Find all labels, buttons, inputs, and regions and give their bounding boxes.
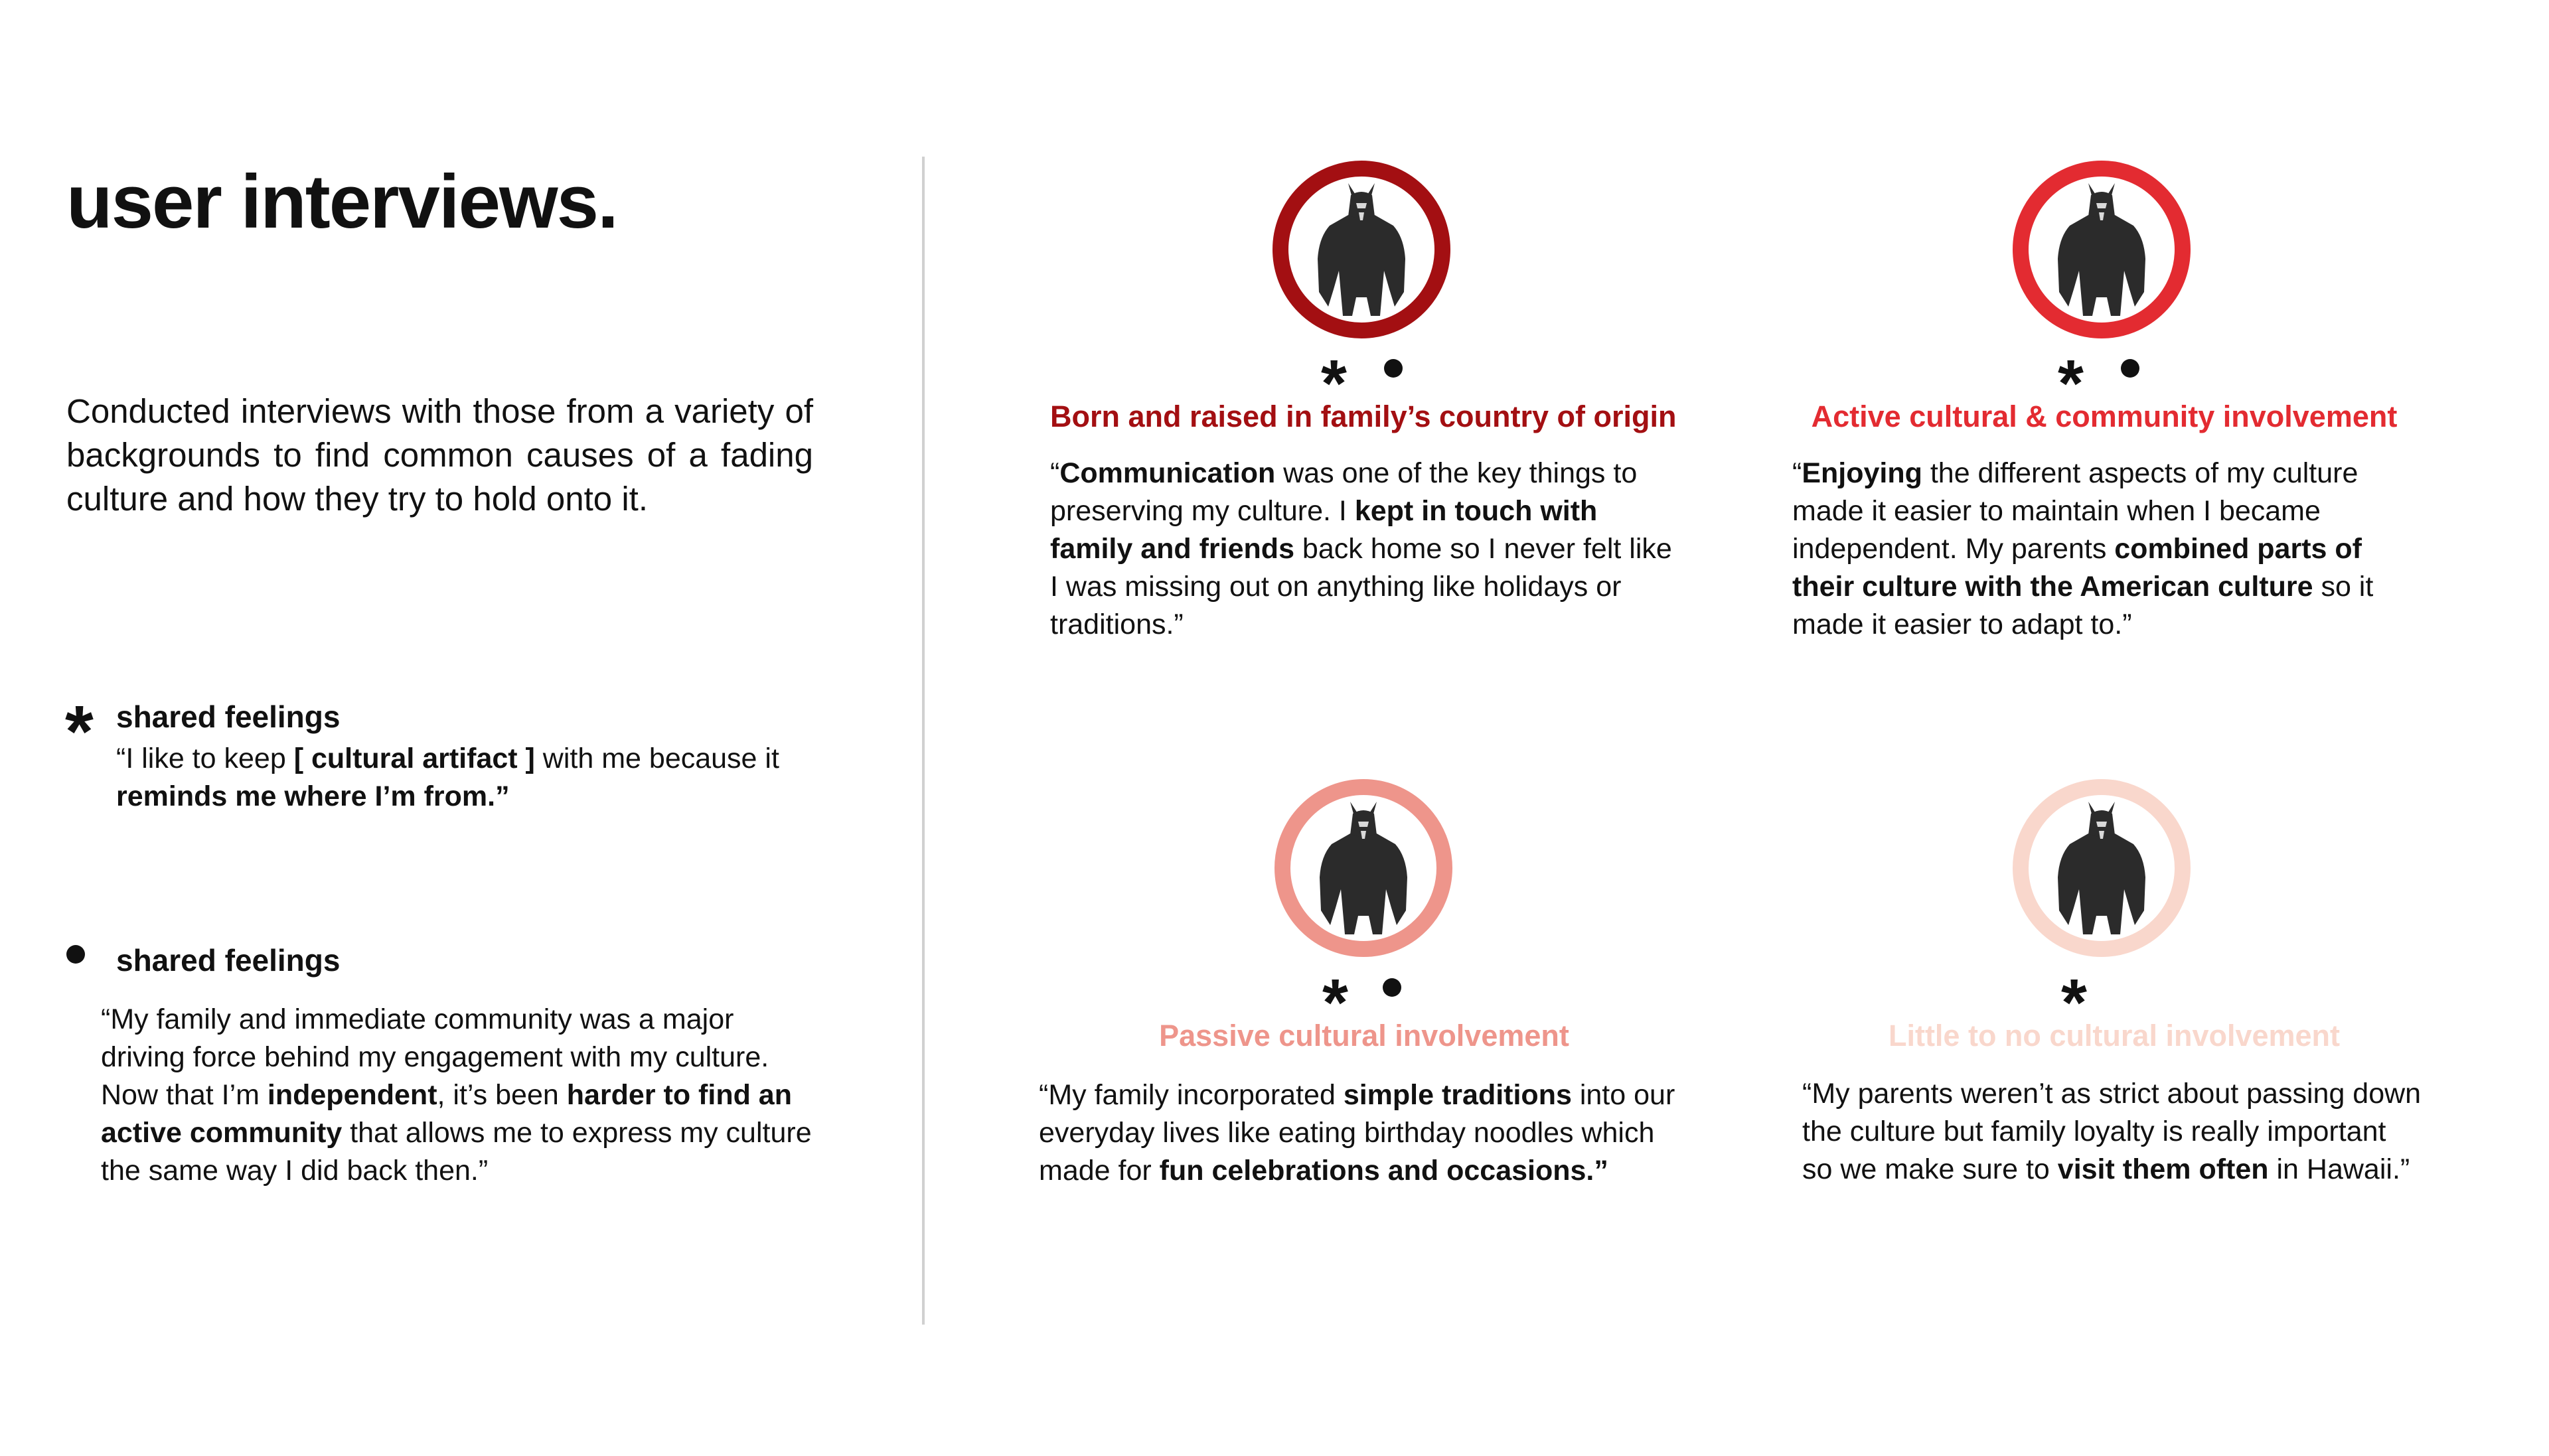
persona-avatar-4: [2011, 778, 2192, 958]
persona-avatar-3: [1273, 778, 1454, 958]
persona-quote-1: “Communication was one of the key things to preserving my culture. I kept in touch with family and friends back home so I never felt like I was missing out on anything like holidays or traditions.”: [1050, 457, 1672, 640]
asterisk-icon: *: [65, 691, 94, 772]
persona-title-1: Born and raised in family’s country of origin: [1050, 400, 1677, 433]
dot-icon: [1384, 359, 1403, 378]
shared-feelings-heading-2: shared feelings: [116, 943, 341, 978]
shared-feelings-quote-2: “My family and immediate community was a major driving force behind my engagement with my culture. Now that I’m independent, it’s been harder to find an active community that allows me to express my culture the same way I did back then.”: [101, 1003, 812, 1187]
persona-title-2: Active cultural & community involvement: [1811, 400, 2398, 433]
shared-feelings-heading-1: shared feelings: [116, 699, 341, 734]
dot-icon: [2121, 359, 2139, 378]
dot-icon: [66, 945, 85, 964]
persona-quote-3: “My family incorporated simple traditions into our everyday lives like eating birthday noodles which made for fun celebrations and occasions.”: [1039, 1079, 1675, 1187]
dot-icon: [1383, 978, 1401, 997]
asterisk-icon: *: [2061, 966, 2087, 1040]
page-title: user interviews.: [66, 160, 617, 244]
intro-paragraph: Conducted interviews with those from a variety of backgrounds to find common causes of a fading culture and how they try to hold onto it.: [66, 392, 813, 518]
persona-avatar-2: [2011, 159, 2192, 340]
persona-avatar-1: [1271, 159, 1452, 340]
persona-quote-2: “Enjoying the different aspects of my culture made it easier to maintain when I became independent. My parents combined parts of their culture with the American culture so it made it easier to adapt to.”: [1792, 457, 2374, 640]
asterisk-icon: *: [2058, 346, 2084, 421]
shared-feelings-quote-1: “I like to keep [ cultural artifact ] with me because it reminds me where I’m from.”: [116, 743, 779, 812]
asterisk-icon: *: [1321, 346, 1347, 421]
persona-quote-4: “My parents weren’t as strict about passing down the culture but family loyalty is really important so we make sure to visit them often in Hawaii.”: [1802, 1078, 2422, 1185]
column-divider: [922, 157, 925, 1325]
asterisk-icon: *: [1322, 966, 1348, 1040]
persona-title-3: Passive cultural involvement: [1159, 1019, 1569, 1053]
persona-title-4: Little to no cultural involvement: [1888, 1019, 2341, 1053]
